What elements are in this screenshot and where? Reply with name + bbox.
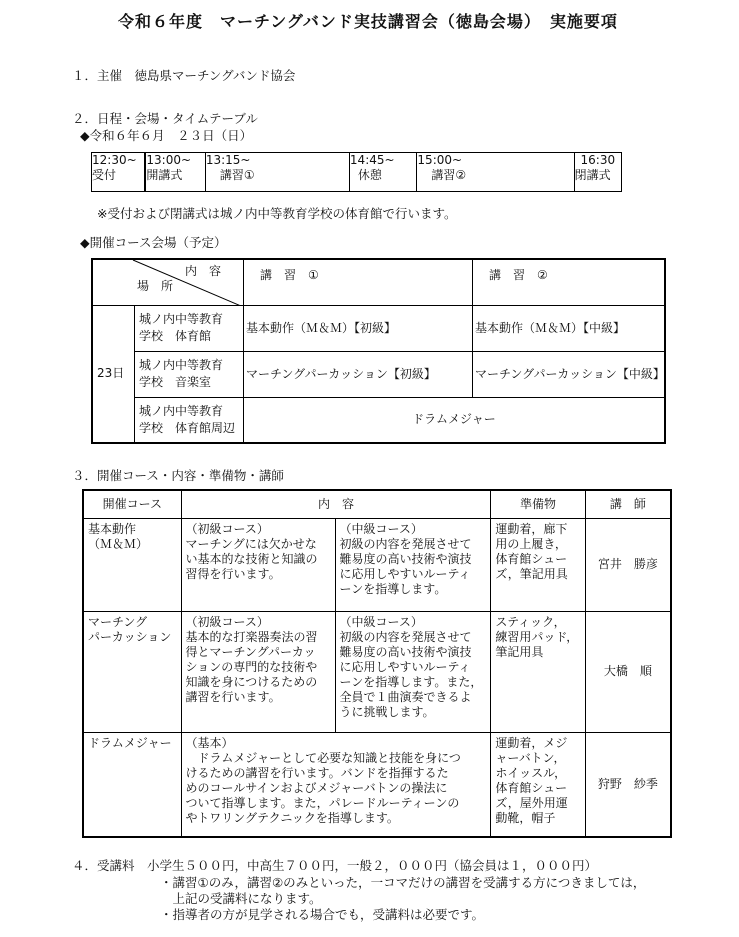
venue-header-session1: 講 習 ①	[244, 259, 473, 305]
venue-place: 城ノ内中等教育 学校 体育館周辺	[135, 397, 244, 443]
venue-merged-session: ドラムメジャー	[244, 397, 666, 443]
venue-header-session2: 講 習 ②	[473, 259, 666, 305]
section3-heading: ３．開催コース・内容・準備物・講師	[72, 468, 284, 483]
section1-heading: １．主催 徳島県マーチングバンド協会	[72, 68, 296, 83]
fee-note: 上記の受講料になります。	[160, 891, 322, 906]
course-items: 運動着，メジ ャーバトン， ホイッスル， 体育館シュー ズ，屋外用運 動靴，帽子	[491, 732, 585, 837]
course-header-course: 開催コース	[83, 490, 181, 518]
course-header-content: 内 容	[181, 490, 491, 518]
course-basic: （基本） ドラムメジャーとして必要な知識と技能を身につ けるための講習を行います。バンドを指揮するた めのコールサインおよびメジャーバトンの操法に ついて指導します。また，パレードルーティーンの やトワリングテクニックを指導します。	[181, 732, 491, 837]
timetable-cell: 13:00~ 開講式	[145, 153, 205, 192]
venue-session2: 基本動作（Ｍ＆Ｍ）【中級】	[473, 305, 666, 351]
course-name: 基本動作 （Ｍ＆Ｍ）	[83, 518, 181, 611]
timetable-cell: 16:30 閉講式	[574, 153, 621, 192]
course-items: 運動着，廊下 用の上履き， 体育館シュー ズ，筆記用具	[491, 518, 585, 611]
course-instructor: 大橋 順	[585, 611, 671, 732]
venue-header-content: 内 容	[185, 264, 222, 278]
schedule-note: ※受付および閉講式は城ノ内中等教育学校の体育館で行います。	[97, 206, 457, 221]
course-header-items: 準備物	[491, 490, 585, 518]
venue-header-diagonal	[92, 259, 244, 305]
venue-heading: ◆開催コース会場（予定）	[80, 235, 227, 250]
timetable-cell: 15:00~ 講習②	[417, 153, 574, 192]
venue-table	[91, 258, 666, 444]
course-items: スティック， 練習用パッド， 筆記用具	[491, 611, 585, 732]
venue-day: 23日	[92, 305, 135, 443]
timetable-cell: 12:30~ 受付	[92, 153, 146, 192]
course-table	[82, 489, 672, 838]
course-intermediate: （中級コース） 初級の内容を発展させて 難易度の高い技術や演技 に応用しやすいルーティ ーンを指導します。	[335, 518, 491, 611]
course-header-instructor: 講 師	[585, 490, 671, 518]
timetable-cell: 13:15~ 講習①	[205, 153, 349, 192]
venue-session2: マーチングパーカッション【中級】	[473, 351, 666, 397]
course-beginner: （初級コース） マーチングには欠かせな い基本的な技術と知識の 習得を行います。	[181, 518, 335, 611]
venue-place: 城ノ内中等教育 学校 体育館	[135, 305, 244, 351]
course-instructor: 狩野 紗季	[585, 732, 671, 837]
course-name: マーチング パーカッション	[83, 611, 181, 732]
course-instructor: 宮井 勝彦	[585, 518, 671, 611]
venue-header-place: 場 所	[137, 279, 174, 293]
venue-session1: 基本動作（Ｍ＆Ｍ）【初級】	[244, 305, 473, 351]
timetable	[91, 152, 622, 192]
course-beginner: （初級コース） 基本的な打楽器奏法の習 得とマーチングパーカッ ションの専門的な技術や 知識を身につけるための 講習を行います。	[181, 611, 335, 732]
schedule-date: ◆令和６年６月 ２３日（日）	[80, 128, 253, 143]
course-intermediate: （中級コース） 初級の内容を発展させて 難易度の高い技術や演技 に応用しやすいルーティ ーンを指導します。また， 全員で１曲演奏できるよ うに挑戦します。	[335, 611, 491, 732]
venue-place: 城ノ内中等教育 学校 音楽室	[135, 351, 244, 397]
section2-heading: ２．日程・会場・タイムテーブル	[72, 111, 258, 126]
page-title: 令和６年度 マーチングバンド実技講習会（徳島会場） 実施要項	[118, 12, 618, 31]
timetable-cell: 14:45~ 休憩	[349, 153, 417, 192]
fee-note: ・指導者の方が見学される場合でも，受講料は必要です。	[160, 907, 485, 922]
venue-session1: マーチングパーカッション【初級】	[244, 351, 473, 397]
fee-note: ・講習①のみ，講習②のみといった，一コマだけの講習を受講する方につきましては，	[160, 875, 646, 890]
course-name: ドラムメジャー	[83, 732, 181, 837]
section4-heading: ４．受講料 小学生５００円，中高生７００円，一般２，０００円（協会員は１，０００円）	[72, 858, 598, 873]
